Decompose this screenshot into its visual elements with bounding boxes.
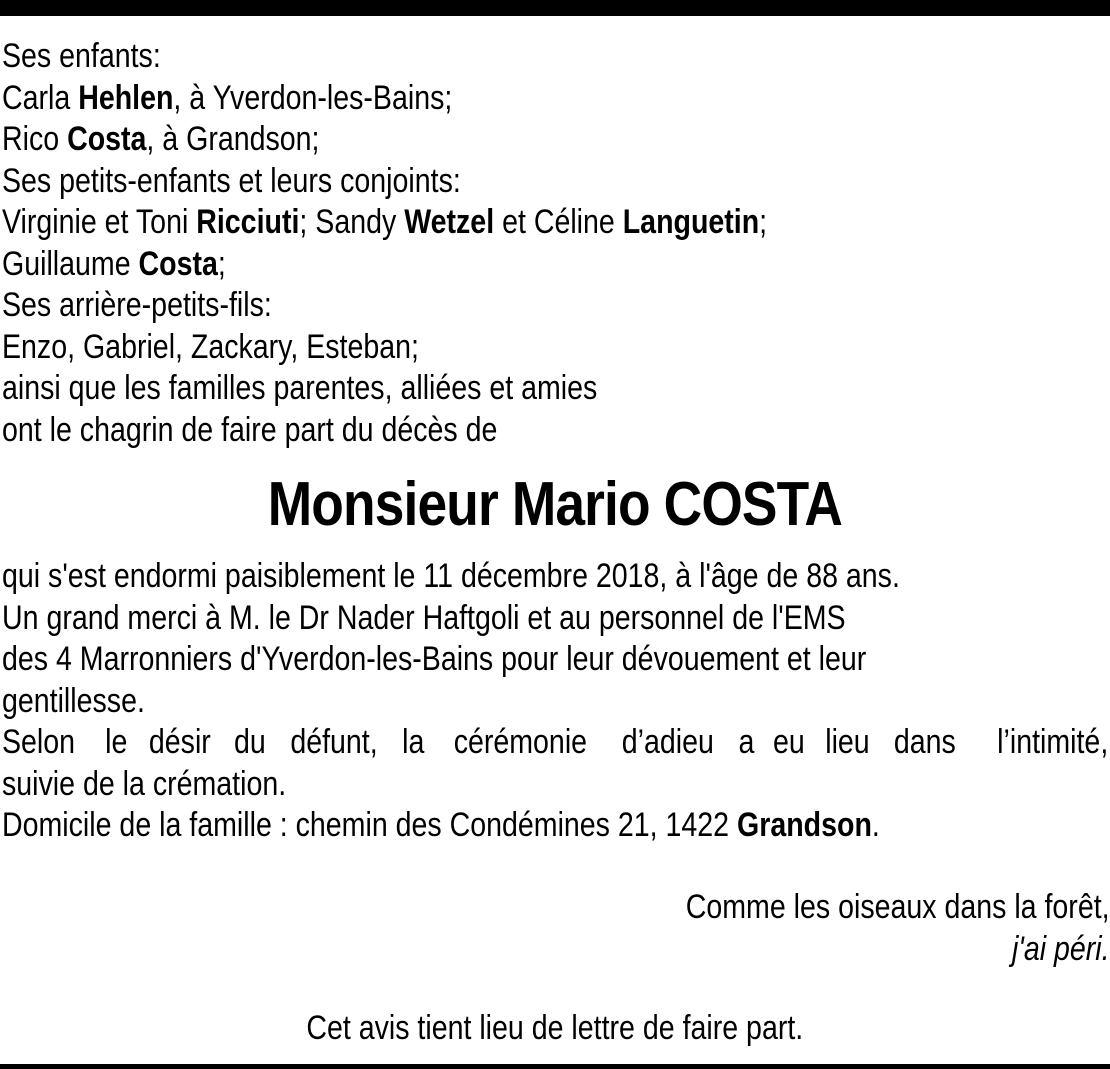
surname-costa-guillaume: Costa [138,244,218,283]
family-list [2,36,931,451]
justified-word: cérémonie [453,723,587,761]
grandchildren-line-2: Guillaume Costa; [2,244,226,283]
justified-word: d’adieu [622,723,715,761]
surname-hehlen: Hehlen [78,78,174,117]
body-line-4: gentillesse. [2,681,145,720]
grandchildren-line-1: Virginie et Toni Ricciuti; Sandy Wetzel et Céline Languetin; [2,203,768,241]
justified-word: désir [149,723,211,761]
place-grandson: Grandson [737,806,872,844]
justified-word: du [233,723,266,761]
quote-line-2: j'ai péri. [1012,929,1110,968]
body-line-1: qui s'est endormi paisiblement le 11 décembre 2018, à l'âge de 88 ans. [2,557,900,595]
grandchildren-heading: Ses petits-enfants et leurs conjoints: [2,161,461,200]
justified-word: Selon [2,723,76,761]
justified-word: la [402,723,425,761]
deceased-name: Monsieur Mario COSTA [267,470,843,539]
bottom-rule [0,1064,1110,1069]
surname-costa: Costa [67,120,147,158]
quote-line-1: Comme les oiseaux dans la forêt, [686,888,1110,926]
justified-word: défunt, [290,723,379,761]
body-line-7: Domicile de la famille : chemin des Condémines 21, 1422 Grandson. [2,806,880,844]
justified-word: lieu [825,723,871,761]
notice-body [2,556,1108,847]
top-rule [0,0,1110,16]
surname-wetzel: Wetzel [404,203,495,241]
body-line-5 [2,722,1108,764]
closing-quote [605,887,1110,970]
child-line-1: Carla Hehlen, à Yverdon-les-Bains; [2,78,453,117]
other-families: ainsi que les familles parentes, alliées et amies [2,369,598,407]
announcement-line: ont le chagrin de faire part du décès de [2,410,498,449]
justified-word: eu [772,723,805,761]
surname-languetin: Languetin [622,203,760,241]
justified-word: a [738,723,755,761]
body-line-2: Un grand merci à M. le Dr Nader Haftgoli et au personnel de l'EMS [2,598,846,637]
surname-ricciuti: Ricciuti [196,203,300,241]
great-grandchildren-names: Enzo, Gabriel, Zackary, Esteban; [2,327,419,366]
children-heading: Ses enfants: [2,37,161,75]
justified-word: l’intimité, [996,723,1108,761]
body-line-3: des 4 Marronniers d'Yverdon-les-Bains pour leur dévouement et leur [2,640,867,678]
body-line-6: suivie de la crémation. [2,764,287,803]
justified-word: dans [894,723,956,761]
great-grandchildren-heading: Ses arrière-petits-fils: [2,286,272,324]
footer-note: Cet avis tient lieu de lettre de faire part. [306,1009,804,1047]
justified-word: le [104,723,128,761]
child-line-2: Rico Costa, à Grandson; [2,120,320,158]
